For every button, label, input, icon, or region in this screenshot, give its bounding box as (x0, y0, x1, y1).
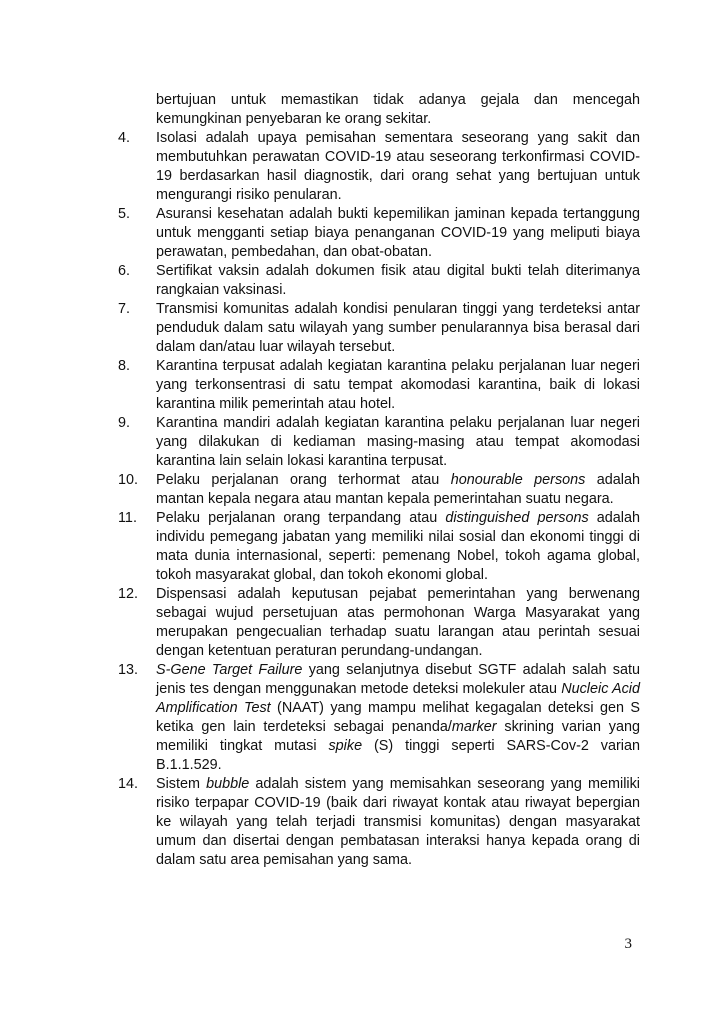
text-segment: Isolasi adalah upaya pemisahan sementara seseorang yang sakit dan membutuhkan perawatan COVID-19 atau seseorang terkonfirmasi COVID-19 berdasarkan hasil diagnostik, dari orang sehat yang bertujuan untuk mengurangi risiko penularan. (156, 130, 640, 203)
list-item (118, 357, 640, 414)
italic-term: Nucleic Acid Amplification Test (156, 681, 640, 716)
list-item (118, 129, 640, 205)
definitions-list (118, 129, 640, 870)
text-segment: (S) tinggi seperti SARS-Cov-2 varian B.1.1.529. (156, 738, 640, 773)
list-item-number: 14. (118, 776, 139, 792)
text-segment: Karantina terpusat adalah kegiatan karantina pelaku perjalanan luar negeri yang terkonsentrasi di satu tempat akomodasi karantina, baik di lokasi karantina milik pemerintah atau hotel. (156, 358, 640, 412)
text-segment: Karantina mandiri adalah kegiatan karantina pelaku perjalanan luar negeri yang dilakukan di kediaman masing-masing atau tempat akomodasi karantina lain selain lokasi karantina terpusat. (156, 415, 640, 469)
list-item-number: 11. (118, 510, 137, 526)
italic-term: bubble (206, 776, 250, 792)
list-item (118, 471, 640, 509)
italic-term: distinguished persons (445, 510, 589, 526)
italic-term: honourable persons (450, 472, 586, 488)
list-item-text (156, 775, 640, 870)
list-item (118, 585, 640, 661)
list-item-number: 8. (118, 358, 131, 374)
list-item-number: 5. (118, 206, 131, 222)
continuation-text: bertujuan untuk memastikan tidak adanya gejala dan mencegah kemungkinan penyebaran ke orang sekitar. (156, 92, 640, 127)
italic-term: S-Gene Target Failure (156, 662, 303, 678)
text-segment: Asuransi kesehatan adalah bukti kepemilikan jaminan kepada tertanggung untuk mengganti setiap biaya penanganan COVID-19 yang meliputi biaya perawatan, pembedahan, dan obat-obatan. (156, 206, 640, 260)
list-item-text (156, 262, 640, 300)
list-item-text (156, 414, 640, 471)
continuation-paragraph (156, 91, 640, 129)
list-item (118, 661, 640, 775)
list-item-number: 4. (118, 130, 131, 146)
list-item (118, 775, 640, 870)
text-segment: adalah mantan kepala negara atau mantan kepala pemerintahan suatu negara. (156, 472, 640, 507)
list-item-number: 6. (118, 263, 131, 279)
list-item-text (156, 300, 640, 357)
list-item (118, 262, 640, 300)
list-item (118, 205, 640, 262)
list-item-text (156, 471, 640, 509)
italic-term: spike (328, 738, 363, 754)
list-item-text (156, 205, 640, 262)
list-item-number: 12. (118, 586, 139, 602)
text-segment: Dispensasi adalah keputusan pejabat pemerintahan yang berwenang sebagai wujud persetujuan atas permohonan Warga Masyarakat yang merupakan pengecualian terhadap suatu larangan atau perintah sesuai dengan ketentuan peraturan perundang-undangan. (156, 586, 640, 659)
list-item-text (156, 509, 640, 585)
text-segment: Pelaku perjalanan orang terpandang atau (156, 510, 446, 526)
text-segment: Sertifikat vaksin adalah dokumen fisik atau digital bukti telah diterimanya rangkaian vaksinasi. (156, 263, 640, 298)
italic-term: marker (451, 719, 497, 735)
text-segment: Pelaku perjalanan orang terhormat atau (156, 472, 451, 488)
list-item (118, 300, 640, 357)
text-segment: yang selanjutnya disebut SGTF adalah salah satu jenis tes dengan menggunakan metode deteksi molekuler atau (156, 662, 640, 697)
text-segment: Sistem (156, 776, 207, 792)
text-segment: adalah sistem yang memisahkan seseorang yang memiliki risiko terpapar COVID-19 (baik dari riwayat kontak atau riwayat bepergian ke wilayah yang telah terjadi transmisi komunitas) dengan masyarakat umum dan disertai dengan pembatasan interaksi hanya kepada orang di dalam satu area pemisahan yang sama. (156, 776, 640, 868)
list-item (118, 509, 640, 585)
list-item-number: 9. (118, 415, 131, 431)
page-number: 3 (624, 936, 632, 952)
list-item-text (156, 357, 640, 414)
list-item (118, 414, 640, 471)
list-item-text (156, 661, 640, 775)
list-item-number: 7. (118, 301, 131, 317)
list-item-text (156, 585, 640, 661)
text-segment: adalah individu pemegang jabatan yang memiliki nilai sosial dan ekonomi tinggi di mata dunia internasional, seperti: pemenang Nobel, tokoh agama global, tokoh masyarakat global, dan tokoh ekonomi global. (156, 510, 640, 583)
text-segment: (NAAT) yang mampu melihat kegagalan deteksi gen S ketika gen lain terdeteksi sebagai penanda/ (156, 700, 640, 735)
list-item-text (156, 129, 640, 205)
text-segment: Transmisi komunitas adalah kondisi penularan tinggi yang terdeteksi antar penduduk dalam satu wilayah yang sumber penularannya bisa berasal dari dalam dan/atau luar wilayah tersebut. (156, 301, 640, 355)
list-item-number: 10. (118, 472, 139, 488)
text-segment: skrining varian yang memiliki tingkat mutasi (156, 719, 640, 754)
list-item-number: 13. (118, 662, 139, 678)
